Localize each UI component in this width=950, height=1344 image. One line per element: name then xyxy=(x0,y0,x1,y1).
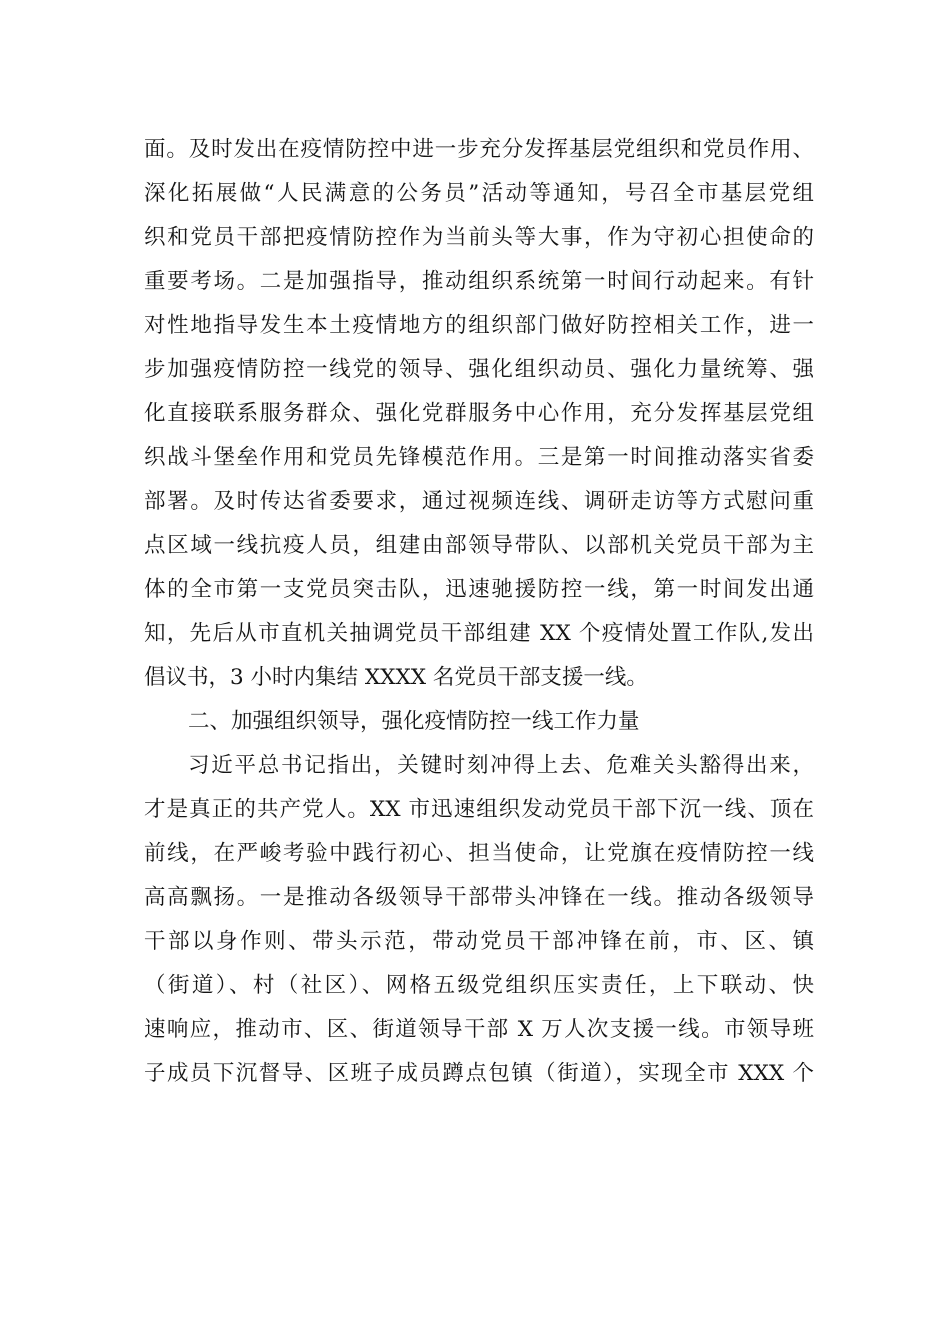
text-line: 面。及时发出在疫情防控中进一步充分发挥基层党组织和党员作用、 xyxy=(144,137,814,162)
text-line: 体的全市第一支党员突击队，迅速驰援防控一线，第一时间发出通 xyxy=(144,577,814,602)
text-line: 深化拓展做“人民满意的公务员”活动等通知，号召全市基层党组 xyxy=(144,181,814,206)
text-line: 对性地指导发生本土疫情地方的组织部门做好防控相关工作，进一 xyxy=(144,313,814,338)
text-line: 知，先后从市直机关抽调党员干部组建 XX 个疫情处置工作队,发出 xyxy=(144,621,814,646)
text-line: 干部以身作则、带头示范，带动党员干部冲锋在前，市、区、镇 xyxy=(144,929,814,954)
text-line: 部署。及时传达省委要求，通过视频连线、调研走访等方式慰问重 xyxy=(144,489,814,514)
text-line: 重要考场。二是加强指导，推动组织系统第一时间行动起来。有针 xyxy=(144,269,814,294)
text-line: 高高飘扬。一是推动各级领导干部带头冲锋在一线。推动各级领导 xyxy=(144,885,814,910)
text-line: 织和党员干部把疫情防控作为当前头等大事，作为守初心担使命的 xyxy=(144,225,814,250)
text-line: 倡议书，3 小时内集结 XXXX 名党员干部支援一线。 xyxy=(144,665,648,690)
text-line: 子成员下沉督导、区班子成员蹲点包镇（街道），实现全市 XXX 个 xyxy=(144,1061,814,1086)
text-line: 前线，在严峻考验中践行初心、担当使命，让党旗在疫情防控一线 xyxy=(144,841,814,866)
text-line: 步加强疫情防控一线党的领导、强化组织动员、强化力量统筹、强 xyxy=(144,357,814,382)
text-line: 习近平总书记指出，关键时刻冲得上去、危难关头豁得出来， xyxy=(188,753,814,778)
text-line: 点区域一线抗疫人员，组建由部领导带队、以部机关党员干部为主 xyxy=(144,533,814,558)
document-body xyxy=(144,128,814,1096)
text-line: 化直接联系服务群众、强化党群服务中心作用，充分发挥基层党组 xyxy=(144,401,814,426)
text-line: 才是真正的共产党人。XX 市迅速组织发动党员干部下沉一线、顶在 xyxy=(144,797,814,822)
text-line: 织战斗堡垒作用和党员先锋模范作用。三是第一时间推动落实省委 xyxy=(144,445,814,470)
section-heading: 二、加强组织领导，强化疫情防控一线工作力量 xyxy=(188,709,640,734)
text-line: （街道）、村（社区）、网格五级党组织压实责任，上下联动、快 xyxy=(144,973,814,998)
text-line: 速响应，推动市、区、街道领导干部 X 万人次支援一线。市领导班 xyxy=(144,1017,814,1042)
